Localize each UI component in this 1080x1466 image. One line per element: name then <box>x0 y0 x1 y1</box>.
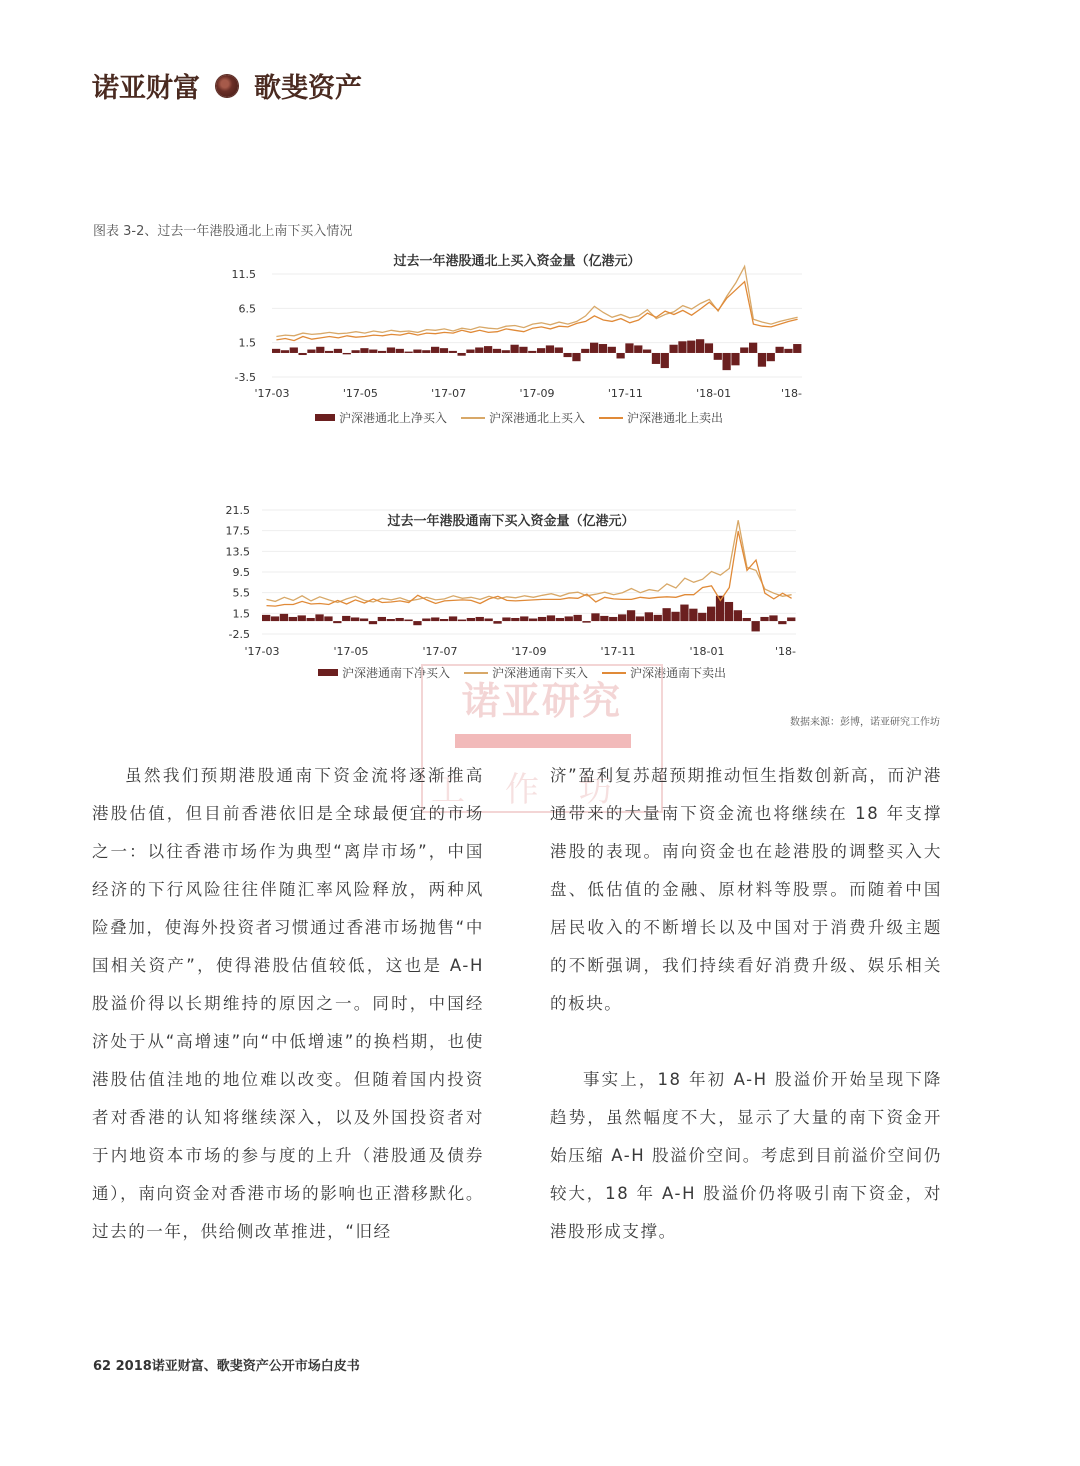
net-bar <box>599 344 607 353</box>
net-bar <box>705 343 713 353</box>
net-bar <box>298 615 306 621</box>
net-bar <box>687 341 695 353</box>
net-bar <box>793 344 801 353</box>
net-bar <box>431 347 439 353</box>
net-bar <box>574 615 582 621</box>
legend-label: 沪深港通北上买入 <box>489 411 586 425</box>
net-bar <box>564 353 572 357</box>
body-right-column <box>550 757 942 1251</box>
y-tick-label: 1.5 <box>238 336 256 350</box>
net-bar <box>493 621 501 624</box>
net-bar <box>440 348 448 353</box>
net-bar <box>422 619 430 622</box>
net-bar <box>600 616 608 621</box>
net-bar <box>696 339 704 353</box>
net-bar <box>387 619 395 621</box>
net-bar <box>449 616 457 621</box>
net-bar <box>289 617 297 621</box>
x-tick-label: '17-07 <box>431 387 467 400</box>
net-bar <box>502 617 510 621</box>
net-bar <box>502 350 510 353</box>
net-bar <box>280 614 288 621</box>
brand-seal-icon <box>216 75 238 97</box>
net-bar <box>325 351 333 353</box>
net-bar <box>458 353 466 356</box>
watermark-bar <box>455 734 631 748</box>
net-bar <box>617 353 625 358</box>
legend-label: 沪深港通南下卖出 <box>630 666 727 680</box>
watermark-title: 诺亚研究 <box>461 679 622 723</box>
y-tick-label: 9.5 <box>232 566 250 579</box>
net-bar <box>546 345 554 353</box>
net-bar <box>636 616 644 621</box>
chart-title: 过去一年港股通北上买入资金量（亿港元） <box>393 254 641 269</box>
net-bar <box>519 347 527 353</box>
net-bar <box>582 621 590 623</box>
net-bar <box>440 619 448 621</box>
net-bar <box>767 353 775 361</box>
net-bar <box>299 353 307 355</box>
x-tick-label: '17-11 <box>607 387 643 400</box>
net-bar <box>714 353 722 360</box>
x-tick-label: '18-01 <box>689 645 725 658</box>
net-bar <box>476 617 484 621</box>
legend-item <box>599 409 723 426</box>
net-bar <box>680 605 688 622</box>
x-tick-label: '17-11 <box>600 645 636 658</box>
net-bar <box>671 612 679 621</box>
buy-line <box>276 266 797 336</box>
net-bar <box>431 617 439 621</box>
chart-plot <box>222 246 812 406</box>
net-bar <box>378 351 386 353</box>
y-tick-label: 13.5 <box>225 545 250 559</box>
net-bar <box>778 621 786 624</box>
y-tick-label: 5.5 <box>232 586 250 600</box>
net-bar <box>618 614 626 621</box>
brand-gopher: 歌斐资产 <box>254 73 362 104</box>
y-tick-label: 6.5 <box>238 302 256 316</box>
net-bar <box>485 619 493 622</box>
net-bar <box>663 608 671 621</box>
watermark-subtitle: 工作坊 <box>431 770 653 810</box>
net-bar <box>608 347 616 353</box>
net-bar <box>467 618 475 621</box>
net-bar <box>387 347 395 352</box>
net-bar <box>769 615 777 621</box>
paragraph: 虽然我们预期港股通南下资金流将逐渐推高港股估值，但目前香港依旧是全球最便宜的市场之一：以往香港市场作为典型“离岸市场”，中国经济的下行风险往往伴随汇率风险释放，两种风险叠加，使海外投资者习惯通过香港市场抛售“中国相关资产”，使得港股估值较低，这也是 A-H 股溢价得以长期维持的原因之一。同时，中国经济处于从“高增速”向“中低增速”的换档期，也使港股估值洼地的地位难以改变。但随着国内投资者对香港的认知将继续深入，以及外国投资者对于内地资本市场的参与度的上升（港股通及债券通），南向资金对香港市场的影响也正潜移默化。过去的一年，供给侧改革推进，“旧经 <box>92 766 484 1241</box>
net-bar <box>396 349 404 353</box>
net-bar <box>369 621 377 624</box>
paragraph: 事实上，18 年初 A-H 股溢价开始呈现下降趋势，虽然幅度不大，显示了大量的南下资金开始压缩 A-H 股溢价空间。考虑到目前溢价空间仍较大，18 年 A-H 股溢价仍将吸引南下资金，对港股形成支撑。 <box>550 1070 942 1241</box>
brand-noah: 诺亚财富 <box>92 73 200 104</box>
net-bar <box>484 346 492 353</box>
net-bar <box>734 610 742 621</box>
net-bar <box>511 618 519 621</box>
chart-southbound <box>210 500 812 690</box>
x-tick-label: '17-03 <box>244 645 280 658</box>
net-bar <box>493 349 501 353</box>
net-bar <box>360 619 368 622</box>
x-tick-label: '17-07 <box>422 645 458 658</box>
legend-swatch <box>315 414 335 421</box>
chart-legend <box>315 409 737 426</box>
net-bar <box>547 615 555 621</box>
net-bar <box>689 609 697 621</box>
net-bar <box>404 620 412 622</box>
net-bar <box>422 350 430 353</box>
net-bar <box>787 617 795 621</box>
net-bar <box>731 353 739 365</box>
net-bar <box>511 345 519 353</box>
net-bar <box>581 349 589 353</box>
legend-label: 沪深港通南下买入 <box>492 666 589 680</box>
legend-label: 沪深港通南下净买入 <box>342 666 451 680</box>
x-tick-label: '17-05 <box>333 645 369 658</box>
net-bar <box>556 618 564 621</box>
net-bar <box>565 616 573 621</box>
source-note: 数据来源：彭博，诺亚研究工作坊 <box>790 717 940 728</box>
net-bar <box>307 350 315 353</box>
net-bar <box>758 353 766 367</box>
net-bar <box>466 350 474 353</box>
net-bar <box>369 350 377 353</box>
net-bar <box>324 616 332 621</box>
legend-swatch <box>461 417 485 419</box>
net-bar <box>315 614 323 621</box>
net-bar <box>725 602 733 621</box>
legend-item <box>461 409 585 426</box>
legend-label: 沪深港通北上卖出 <box>627 411 724 425</box>
net-bar <box>272 349 280 353</box>
net-bar <box>449 351 457 353</box>
net-bar <box>538 617 546 621</box>
net-bar <box>271 616 279 621</box>
legend-label: 沪深港通北上净买入 <box>339 411 448 425</box>
net-bar <box>342 616 350 621</box>
figure-caption: 图表 3-2、过去一年港股通北上南下买入情况 <box>93 224 353 239</box>
page-footer: 62 2018诺亚财富、歌斐资产公开市场白皮书 <box>93 1359 360 1374</box>
net-bar <box>698 613 706 621</box>
net-bar <box>360 348 368 353</box>
sell-line <box>267 531 792 606</box>
net-bar <box>555 347 563 352</box>
net-bar <box>405 352 413 353</box>
paragraph: 济”盈利复苏超预期推动恒生指数创新高，而沪港通带来的大量南下资金流也将继续在 18 年支撑港股的表现。南向资金也在趁港股的调整买入大盘、低估值的金融、原材料等股票。而随着中国居民收入的不断增长以及中国对于消费升级主题的不断强调，我们持续看好消费升级、娱乐相关的板块。 <box>550 766 942 1013</box>
net-bar <box>645 612 653 621</box>
net-bar <box>784 349 792 353</box>
x-tick-label: '18-01 <box>696 387 732 400</box>
net-bar <box>661 353 669 368</box>
net-bar <box>290 347 298 352</box>
y-tick-label: 21.5 <box>225 504 250 517</box>
x-tick-label: '17-09 <box>519 387 555 400</box>
net-bar <box>413 621 421 625</box>
net-bar <box>776 347 784 353</box>
net-bar <box>316 347 324 353</box>
x-tick-label: '17-09 <box>511 645 547 658</box>
page-header <box>92 66 362 105</box>
net-bar <box>743 618 751 621</box>
net-bar <box>281 350 289 353</box>
net-bar <box>740 347 748 352</box>
net-bar <box>678 341 686 353</box>
net-bar <box>707 607 715 621</box>
net-bar <box>572 353 580 361</box>
net-bar <box>752 621 760 631</box>
net-bar <box>670 345 678 353</box>
y-tick-label: 11.5 <box>231 268 256 281</box>
net-bar <box>723 353 731 370</box>
x-tick-label: '18- <box>775 645 796 658</box>
net-bar <box>643 350 651 353</box>
net-bar <box>334 349 342 353</box>
x-tick-label: '17-05 <box>342 387 378 400</box>
net-bar <box>528 351 536 353</box>
body-left-column <box>92 757 484 1251</box>
net-bar <box>351 617 359 621</box>
net-bar <box>749 343 757 353</box>
net-bar <box>333 621 341 623</box>
x-tick-label: '18- <box>781 387 802 400</box>
legend-swatch <box>318 669 338 676</box>
net-bar <box>625 343 633 353</box>
net-bar <box>343 353 351 354</box>
legend-item <box>315 409 447 426</box>
net-bar <box>590 343 598 353</box>
net-bar <box>760 617 768 621</box>
buy-line <box>267 520 792 602</box>
net-bar <box>378 617 386 621</box>
x-tick-label: '17-03 <box>254 387 290 400</box>
net-bar <box>475 347 483 352</box>
net-bar <box>307 618 315 621</box>
net-bar <box>520 616 528 621</box>
net-bar <box>652 353 660 364</box>
net-bar <box>537 348 545 353</box>
net-bar <box>591 613 599 621</box>
net-bar <box>634 345 642 353</box>
net-bar <box>654 615 662 621</box>
net-bar <box>262 615 270 621</box>
chart-northbound <box>222 246 812 436</box>
net-bar <box>352 350 360 353</box>
net-bar <box>396 618 404 621</box>
net-bar <box>413 350 421 353</box>
y-tick-label: -2.5 <box>228 628 250 641</box>
net-bar <box>529 619 537 622</box>
legend-swatch <box>599 417 623 419</box>
net-bar <box>627 610 635 621</box>
y-tick-label: -3.5 <box>234 371 256 384</box>
y-tick-label: 1.5 <box>232 607 250 621</box>
net-bar <box>458 620 466 622</box>
y-tick-label: 17.5 <box>225 524 250 538</box>
net-bar <box>609 617 617 621</box>
chart-title: 过去一年港股通南下买入资金量（亿港元） <box>387 514 635 529</box>
